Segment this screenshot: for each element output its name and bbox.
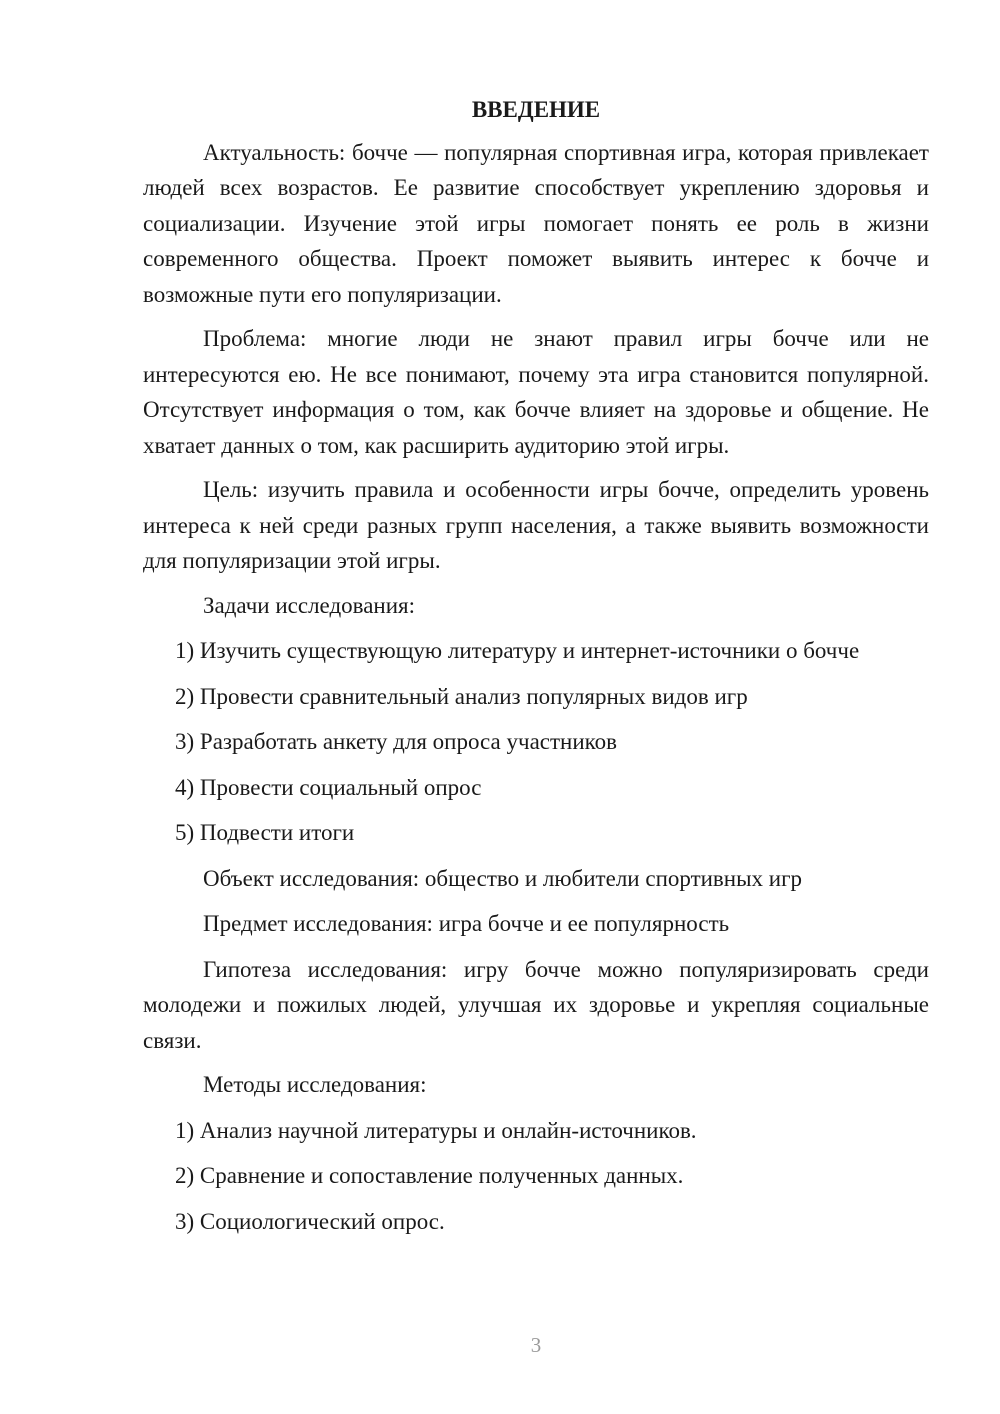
method-item: 2) Сравнение и сопоставление полученных данных.: [175, 1163, 684, 1188]
page-number: 3: [530, 1333, 542, 1357]
page-title: ВВЕДЕНИЕ: [471, 97, 601, 122]
task-item: 1) Изучить существующую литературу и интернет-источники о бочче: [175, 638, 860, 663]
hypothesis-paragraph: Гипотеза исследования: игру бочче можно популяризировать среди молодежи и пожилых людей, улучшая их здоровье и укрепляя социальные связи.: [143, 956, 929, 1053]
method-item: 3) Социологический опрос.: [175, 1208, 445, 1234]
task-item: 3) Разработать анкету для опроса участников: [175, 729, 618, 754]
tasks-heading: Задачи исследования:: [203, 592, 416, 618]
task-item: 4) Провести социальный опрос: [175, 774, 482, 800]
goal-paragraph: Цель: изучить правила и особенности игры бочче, определить уровень интереса к ней среди разных групп населения, а также выявить возможности для популяризации этой игры.: [143, 477, 929, 573]
problem-paragraph: Проблема: многие люди не знают правил игры бочче или не интересуются ею. Не все понимают, почему эта игра становится популярной. Отсутствует информация о том, как бочче влияет на здоровье и общение. Не хватает данных о том, как расширить аудиторию этой игры.: [143, 326, 929, 458]
methods-heading: Методы исследования:: [203, 1072, 427, 1097]
subject-line: Предмет исследования: игра бочче и ее популярность: [203, 911, 730, 936]
task-item: 5) Подвести итоги: [175, 820, 355, 845]
task-item: 2) Провести сравнительный анализ популярных видов игр: [175, 683, 748, 709]
method-item: 1) Анализ научной литературы и онлайн-источников.: [175, 1117, 697, 1143]
page-body: [143, 92, 929, 1249]
relevance-paragraph: Актуальность: бочче — популярная спортивная игра, которая привлекает людей всех возрастов. Ее развитие способствует укреплению здоровья и социализации. Изучение этой игры помогает понять ее роль в жизни современного общества. Проект поможет выявить интерес к бочче и возможные пути его популяризации.: [143, 139, 929, 307]
object-line: Объект исследования: общество и любители спортивных игр: [203, 865, 803, 891]
